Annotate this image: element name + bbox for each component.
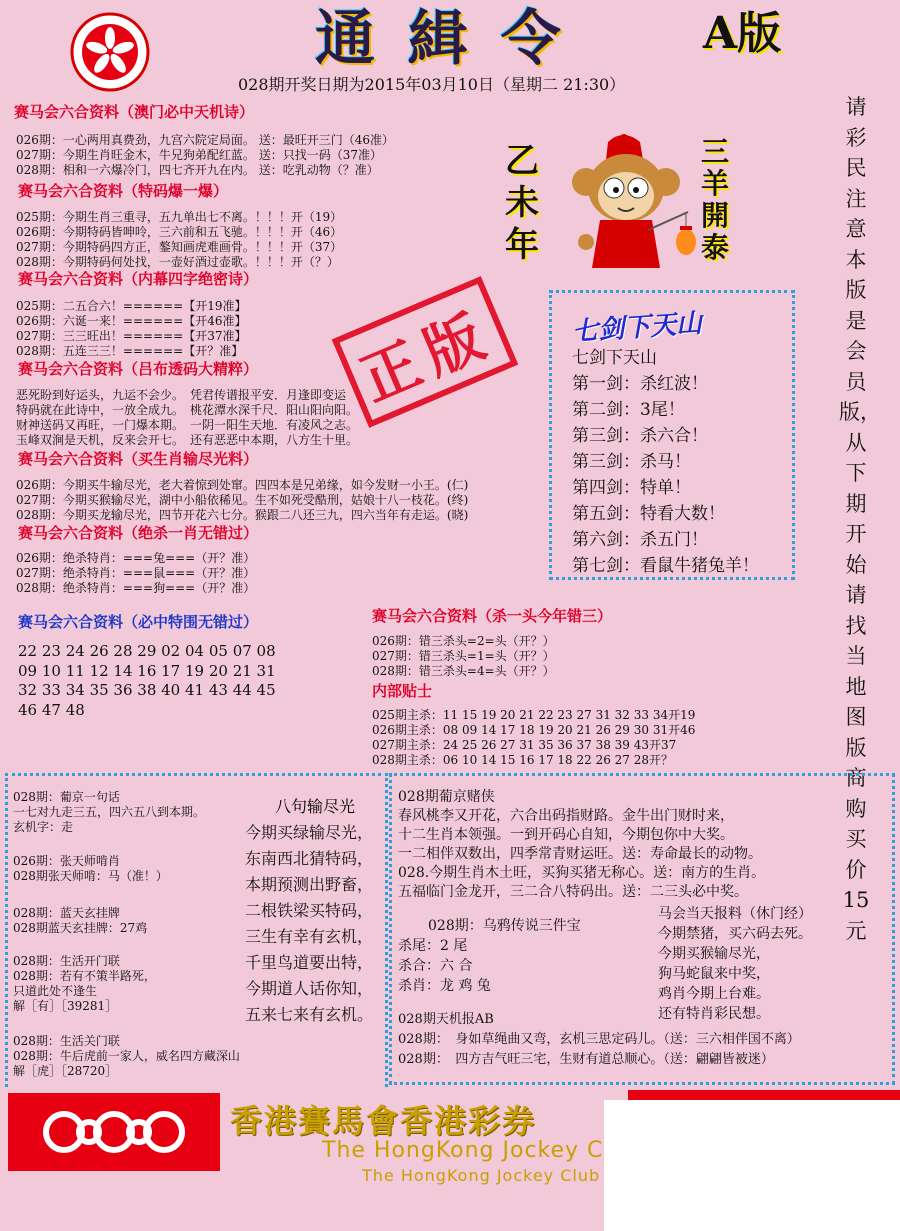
list-item: 028期：相和一六爆冷门，四七齐开九在内。 送：吃乳动物（？准） <box>16 163 379 177</box>
list-item: 028期：葡京一句话 <box>13 790 120 804</box>
hk-emblem-icon <box>70 12 150 92</box>
section-special-range <box>18 642 276 720</box>
section-title-tianji-poem: 赛马会六合资料（澳门必中天机诗） <box>14 103 255 121</box>
list-item: 025期：二五合六！======【开19准】 <box>16 299 247 313</box>
list-item: 五来七来有玄机。 <box>245 1005 374 1024</box>
seven-swords-title: 七剑下天山 <box>571 308 704 348</box>
eight-line-poem <box>245 794 373 1028</box>
block-title: 028期天机报AB <box>398 1012 494 1027</box>
list-item: 027期：今期生肖旺金木，牛兄狗弟配红蓝。 送：只找一码（37准） <box>16 148 382 162</box>
list-item: 第一剑：杀红波！ <box>572 374 708 394</box>
list-item: 三生有幸有玄机， <box>245 927 374 946</box>
list-item: 027期主杀：24 25 26 27 31 35 36 37 38 39 43开37 <box>372 738 677 752</box>
list-item: 还有特肖彩民想。 <box>658 1006 770 1022</box>
seven-swords-list <box>572 345 759 579</box>
list-item: 一二相伴双数出，四季常青财运旺。送：寿命最长的动物。 <box>398 846 762 862</box>
list-item: 五福临门金龙开，三二合八特码出。送：二三头必中奖。 <box>398 884 748 900</box>
bottom-left-box <box>5 773 388 1092</box>
poem-title: 八句输尽光 <box>275 797 356 816</box>
list-item: 鸡肖今期上台难。 <box>658 986 770 1002</box>
list-item: 恶死盼到好运头，九运不会少。 凭君传谱报平安．月逢即变运 <box>16 388 347 402</box>
list-item: 一七对九走三五，四六五八到本期。 <box>13 805 206 819</box>
list-item: 只道此处不逢生 <box>13 984 98 998</box>
list-item: 028期：绝杀特肖：===狗===（开？准） <box>16 581 256 595</box>
list-item: 第六剑：杀五门！ <box>572 530 708 550</box>
block-puji-phrase <box>13 790 205 835</box>
list-item: 杀肖：龙 鸡 兔 <box>398 978 491 994</box>
stamp-text: 正版 <box>351 298 503 415</box>
section-kill-zodiac <box>16 551 255 596</box>
list-item: 026期：一心两用真费劲，九宫六院定局面。 送：最旺开三门（46准） <box>16 133 394 147</box>
block-lantianxuan <box>13 906 147 936</box>
list-item: 028期蓝天玄挂牌：27鸡 <box>13 921 148 935</box>
list-item: 027期：三三旺出！======【开37准】 <box>16 329 247 343</box>
authentic-stamp <box>332 276 519 428</box>
list-item: 028期：五连三三！======【开？准】 <box>16 344 244 358</box>
list-item: 千里鸟道要出特， <box>245 953 374 972</box>
list-item: 028期：牛后虎前一家人，威名四方藏深山 <box>13 1049 240 1063</box>
list-item: 狗马蛇鼠来中奖， <box>658 966 770 982</box>
block-crow <box>398 916 581 996</box>
list-item: 028期：今期买龙输尽光，四节开花六七分。猴跟二八还三九，四六当年有走运。(晓) <box>16 508 469 522</box>
list-item: 026期：今期特码皆呻呤，三六前和五飞驰。！！！开（46） <box>16 225 343 239</box>
list-item: 第三剑：杀六合！ <box>572 426 708 446</box>
number-row: 09 10 11 12 14 16 17 19 20 21 31 <box>18 661 276 680</box>
jockey-logo-icon <box>29 1102 199 1162</box>
monkey-mascot-icon <box>548 130 698 280</box>
brand-english-2: The HongKong Jockey Club <box>362 1166 601 1185</box>
section-kill-head <box>372 634 555 679</box>
list-item: 028期：生活关门联 <box>13 1034 120 1048</box>
section-inside-tips <box>372 708 695 768</box>
list-item: 春风桃李又开花，六合出码指财路。金牛出门财时来， <box>398 808 734 824</box>
motto-text: 三羊開泰 <box>700 135 729 264</box>
list-item: 025期：今期生肖三重寻，五九单出七不离。！！！开（19） <box>16 210 343 224</box>
list-item: 027期：今期买猴输尽光，湖中小船依稀见。生不如死受酷刑，姑娘十八一枝花。(终) <box>16 493 469 507</box>
brand-chinese: 香港賽馬會香港彩券 <box>230 1102 537 1140</box>
list-item: 东南西北猜特码， <box>245 849 374 868</box>
list-item: 第五剑：特看大数！ <box>572 504 725 524</box>
section-lose-all <box>16 478 468 523</box>
list-item: 026期：六诞一来！======【开46准】 <box>16 314 247 328</box>
block-title: 028期葡京赌侠 <box>398 789 495 805</box>
list-item: 028.今期生肖木土旺，买狗买猪无称心。送：南方的生肖。 <box>398 865 766 881</box>
motto-label <box>697 136 733 264</box>
block-close-door <box>13 1034 240 1079</box>
section-title-lose-all: 赛马会六合资料（买生肖输尽光料） <box>18 450 259 468</box>
year-label <box>500 140 544 266</box>
section-special-code <box>16 210 342 270</box>
list-item: 028期：蓝天玄挂牌 <box>13 906 120 920</box>
list-item: 027期：今期特码四方正，鏊知画虎难画骨。！！！开（37） <box>16 240 343 254</box>
list-item: 玄机字：走 <box>13 820 74 834</box>
list-item: 特码就在此诗中，一放全成九。 桃花潭水深千尺．阳山阳向阳。 <box>16 403 359 417</box>
list-item: 本期预测出野畜， <box>245 875 374 894</box>
number-row: 32 33 34 35 36 38 40 41 43 44 45 <box>18 681 276 699</box>
list-item: 杀尾：2 尾 <box>398 938 468 954</box>
section-title-special-range: 赛马会六合资料（必中特围无错过） <box>18 613 259 631</box>
list-item: 今期禁猪，买六码去死。 <box>658 926 812 942</box>
block-open-door <box>13 954 156 1014</box>
brand-english-1: The HongKong Jockey C <box>322 1138 604 1163</box>
section-title-special-code: 赛马会六合资料（特码爆一爆） <box>18 182 229 200</box>
list-item: 028期：生活开门联 <box>13 954 120 968</box>
block-title: 马会当天报料（休门经） <box>658 906 812 922</box>
list-item: 026期：绝杀特肖：===兔===（开？准） <box>16 551 256 565</box>
section-title-four-word-poem: 赛马会六合资料（内幕四字绝密诗） <box>18 270 259 288</box>
list-item: 今期买猴输尽光， <box>658 946 770 962</box>
section-title-kill-zodiac: 赛马会六合资料（绝杀一肖无错过） <box>18 524 259 542</box>
list-item: 026期：今期买牛输尽光，老大着惊到处窜。四四本是兄弟缘，如今发财一小王。(仁) <box>16 478 469 492</box>
list-item: 第三剑：杀马！ <box>572 452 691 472</box>
list-item: 第二剑：3尾！ <box>572 400 685 420</box>
number-row: 22 23 24 26 28 29 02 04 05 07 08 <box>18 642 276 660</box>
list-item: 二根铁梁买特码， <box>245 901 374 920</box>
list-item: 解［虎］［28720］ <box>13 1064 118 1078</box>
number-row: 46 47 48 <box>18 700 85 719</box>
section-lubu <box>16 388 358 448</box>
list-item: 第四剑：特单！ <box>572 478 691 498</box>
bottom-right-box <box>389 773 895 1085</box>
list-item: 第七剑：看鼠牛猪兔羊！ <box>572 556 759 576</box>
list-item: 027期：错三杀头=1=头（开？） <box>372 649 555 663</box>
side-notice-text: 请彩民注意本版是会员版，从下期开始请找当地图版商购买价15元 <box>839 95 881 943</box>
section-title-inside-tips: 内部贴士 <box>372 682 433 700</box>
footer-white-panel <box>604 1100 900 1231</box>
list-item: 028期： 身如草绳曲又弯，玄机三思定码儿。（送：三六相伴国不离） <box>398 1032 800 1047</box>
footer-red-strip <box>628 1090 900 1100</box>
list-item: 028期张天师啃：马（准！） <box>13 869 168 883</box>
section-title-kill-head: 赛马会六合资料（杀一头今年错三） <box>372 607 613 625</box>
list-item: 解［有］［39281］ <box>13 999 118 1013</box>
list-item: 028期：错三杀头=4=头（开？） <box>372 664 555 678</box>
list-item: 七剑下天山 <box>572 348 657 368</box>
draw-date: 028期开奖日期为2015年03月10日（星期二 21:30） <box>238 75 626 94</box>
edition-label: A版 <box>703 8 782 59</box>
block-zhang-tianshi <box>13 854 168 884</box>
list-item: 财神送码又再旺，一门爆本期。 一阴一阳生天地．有凌风之志。 <box>16 418 359 432</box>
list-item: 026期：错三杀头=2=头（开？） <box>372 634 555 648</box>
section-title-lubu: 赛马会六合资料（吕布透码大精粹） <box>18 360 259 378</box>
list-item: 028期： 四方吉气旺三宅，生财有道总顺心。（送：翩翩皆被迷） <box>398 1052 774 1067</box>
section-four-word-poem <box>16 299 247 359</box>
list-item: 028期：若有不策半路死， <box>13 969 156 983</box>
jockey-logo <box>8 1093 220 1171</box>
list-item: 028期：今期特码何处找，一壶好酒过壶歌。！！！开（？） <box>16 255 339 269</box>
seven-swords-box <box>549 290 795 580</box>
list-item: 玉峰双涧是天机，反来会开七。 还有恶恶中本期，八方生十里。 <box>16 433 359 447</box>
block-title: 028期：乌鸦传说三件宝 <box>428 918 581 934</box>
block-tianji-ab <box>398 1010 800 1070</box>
list-item: 026期：张天师啃肖 <box>13 854 120 868</box>
list-item: 028期主杀：06 10 14 15 16 17 18 22 26 27 28开？ <box>372 753 674 767</box>
footer-banner <box>0 1088 900 1231</box>
year-text: 乙未年 <box>505 141 539 265</box>
list-item: 025期主杀：11 15 19 20 21 22 23 27 31 32 33 34开19 <box>372 708 696 722</box>
list-item: 十二生肖本领强。一到开码心自知，今期包你中大奖。 <box>398 827 734 843</box>
list-item: 026期主杀：08 09 14 17 18 19 20 21 26 29 30 31开46 <box>372 723 696 737</box>
section-tianji-poem <box>16 133 394 178</box>
list-item: 今期道人话你知， <box>245 979 374 998</box>
block-gamble-hero <box>398 788 765 902</box>
list-item: 杀合：六 合 <box>398 958 473 974</box>
block-daily-report <box>658 904 812 1024</box>
page-title: 通 緝 令 <box>315 4 567 74</box>
list-item: 027期：绝杀特肖：===鼠===（开？准） <box>16 566 256 580</box>
list-item: 今期买绿输尽光， <box>245 823 374 842</box>
